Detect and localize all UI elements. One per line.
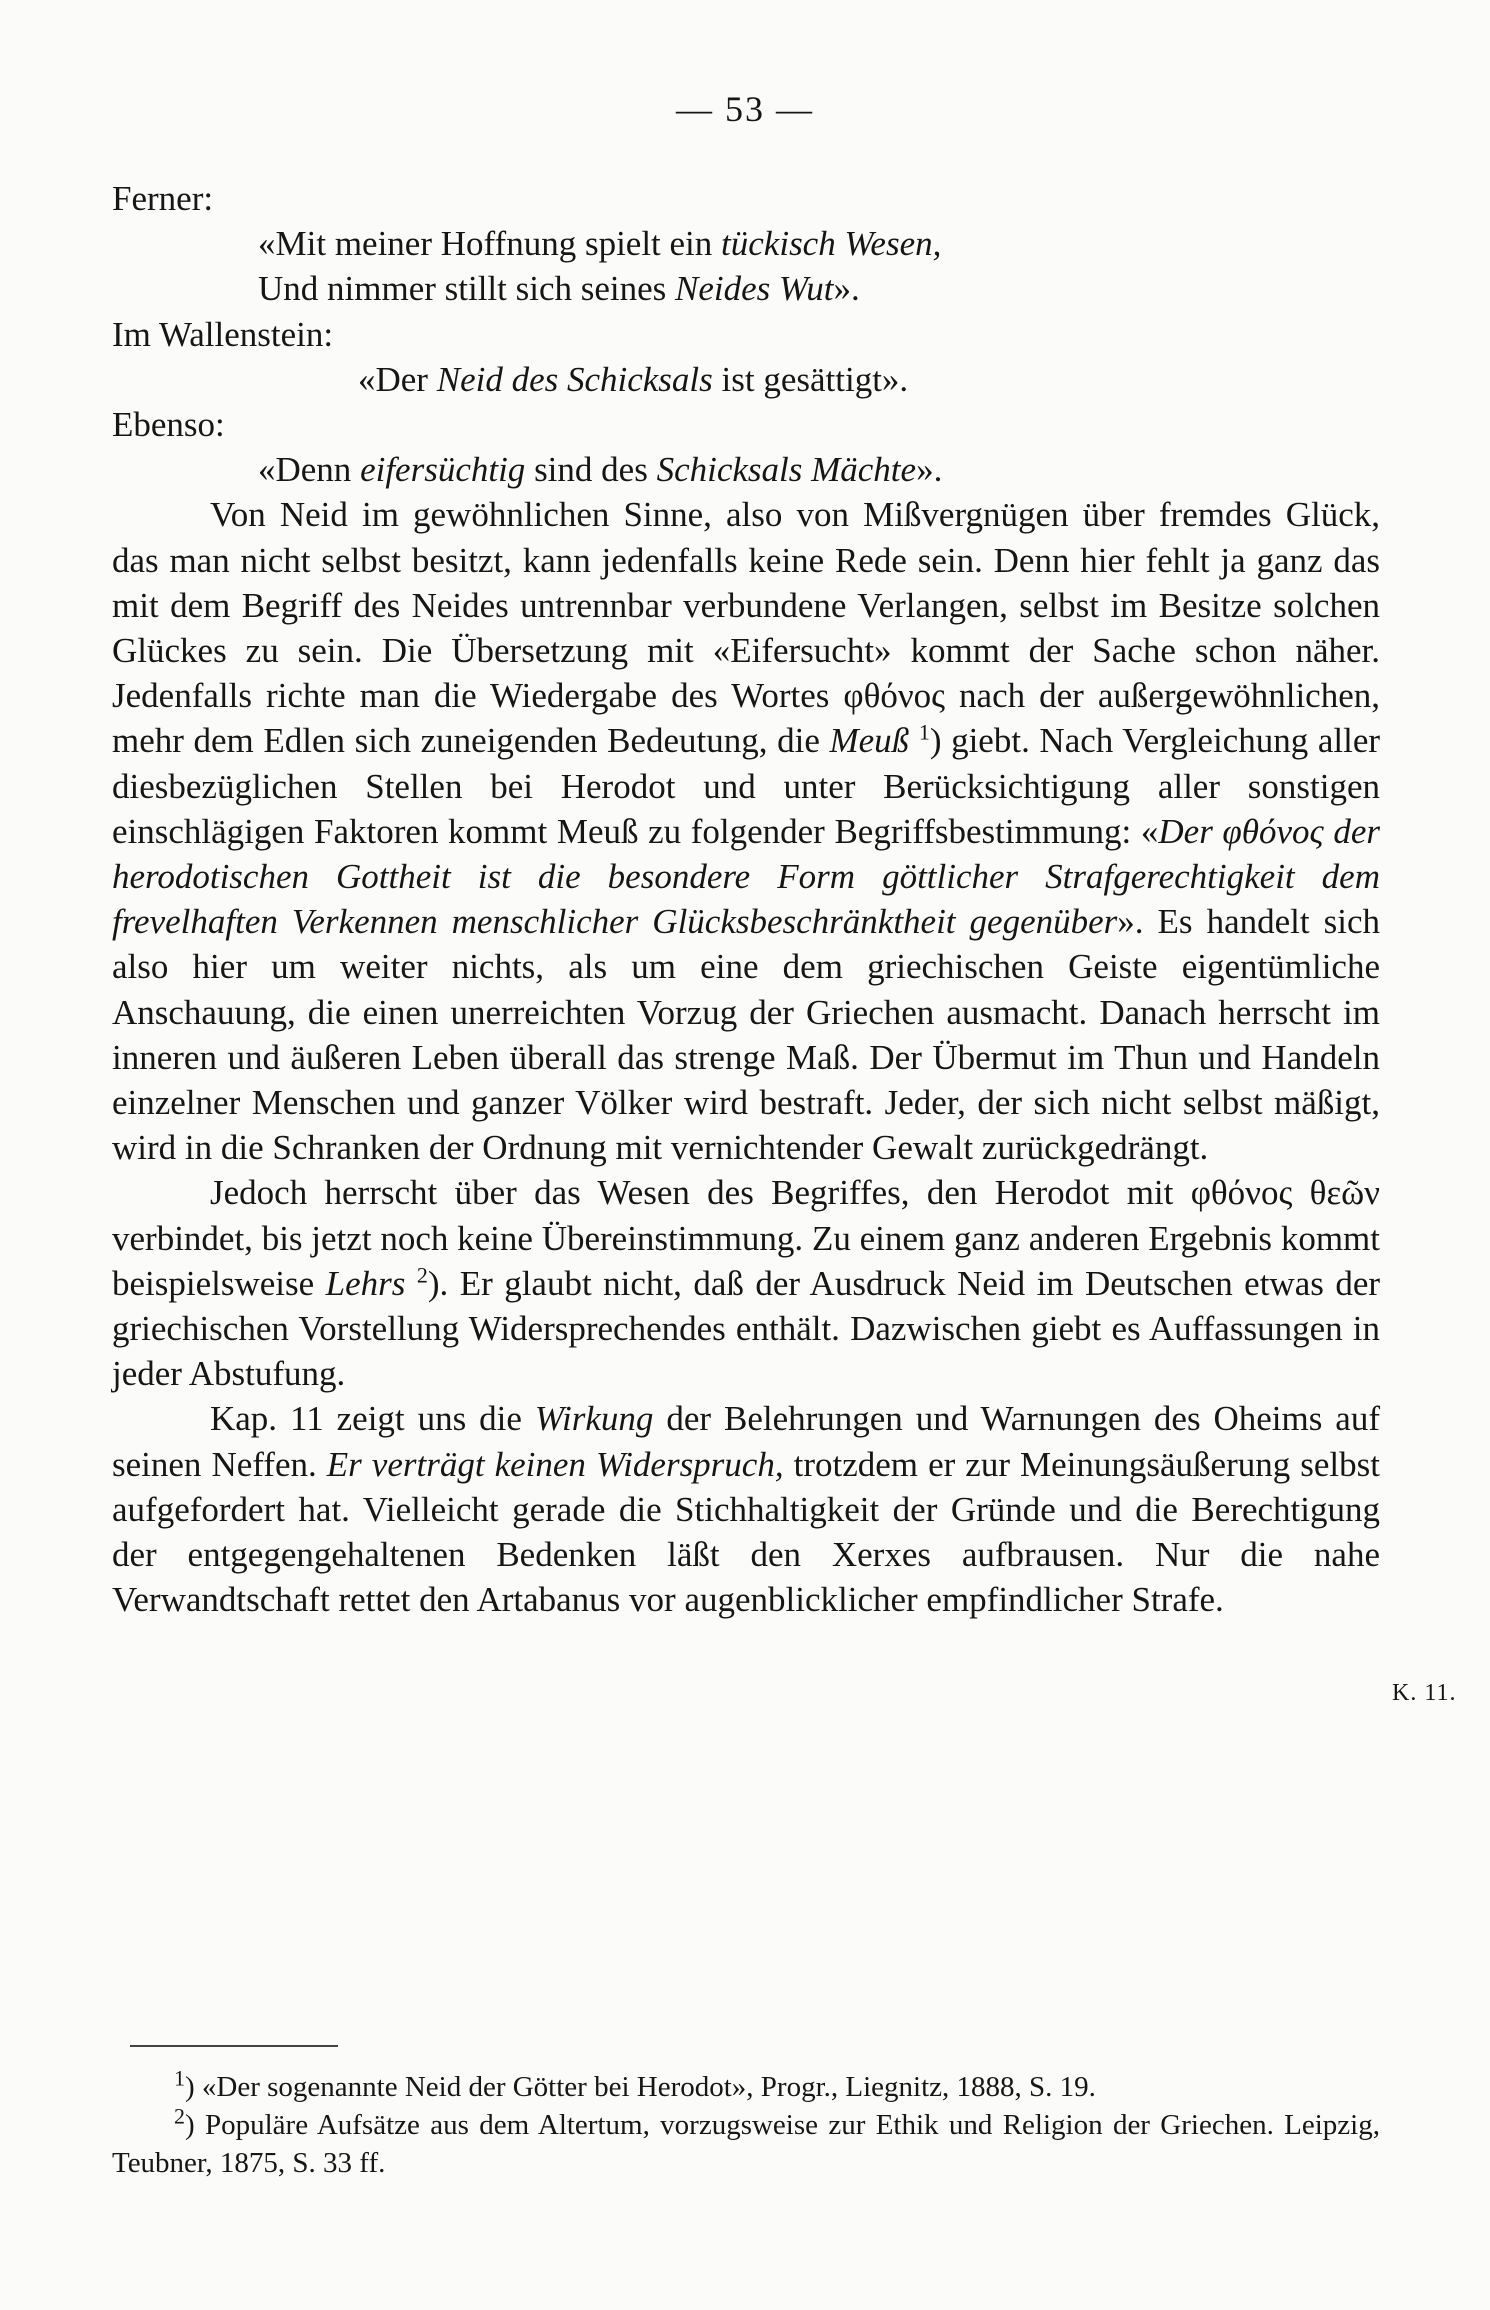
quote-3: «Denn eifersüchtig sind des Schicksals Mächte». — [258, 450, 943, 490]
paragraph-begriff: Jedoch herrscht über das Wesen des Begriffes, den Herodot mit φθόνος θεῶν verbindet, bis jetzt noch keine Übereinstimmung. Zu einem ganz anderen Ergebnis kommt beispielsweise Lehrs $^2$). Er glaubt nicht, daß der Ausdruck Neid im Deutschen etwas der griechischen Vorstellung Widersprechendes enthält. Dazwischen giebt es Auffassungen in jeder Abstufung. — [112, 1173, 1381, 1394]
footnote-ref-1: 1 — [918, 719, 930, 745]
page-number: — 53 — — [676, 89, 814, 129]
footnote-ref-2: 2 — [416, 1262, 428, 1288]
wallenstein-label: Im Wallenstein: — [112, 314, 334, 354]
margin-note-chapter: K. 11. — [1392, 1680, 1457, 1706]
footnote-2: $^2$) Populäre Aufsätze aus dem Altertum, vorzugsweise zur Ethik und Religion der Griechen. Leipzig, Teubner, 1875, S. 33 ff. — [112, 2103, 1380, 2179]
footnote-divider — [130, 2045, 338, 2047]
quote-1-line-2: Und nimmer stillt sich seines Neides Wut». — [258, 269, 860, 309]
footnotes — [112, 2065, 1380, 2182]
ebenso-label: Ebenso: — [112, 405, 225, 445]
main-text — [112, 176, 1380, 1623]
quote-1-line-1: «Mit meiner Hoffnung spielt ein tückisch Wesen, — [258, 224, 942, 264]
paragraph-neid: Von Neid im gewöhnlichen Sinne, also von Mißvergnügen über fremdes Glück, das man nicht selbst besitzt, kann jedenfalls keine Rede sein. Denn hier fehlt ja ganz das mit dem Begriff des Neides untrennbar verbundene Verlangen, selbst im Besitze solchen Glückes zu sein. Die Übersetzung mit «Eifersucht» kommt der Sache schon näher. Jedenfalls richte man die Wiedergabe des Wortes φθόνος nach der außergewöhnlichen, mehr dem Edlen sich zuneigenden Bedeutung, die Meuß $^1$) giebt. Nach Vergleichung aller diesbezüglichen Stellen bei Herodot und unter Berücksichtigung aller sonstigen einschlägigen Faktoren kommt Meuß zu folgender Begriffsbestimmung: «Der φθόνος der herodotischen Gottheit ist die besondere Form göttlicher Strafgerechtigkeit dem frevelhaften Verkennen menschlicher Glücksbeschränktheit gegenüber». Es handelt sich also hier um weiter nichts, als um eine dem griechischen Geiste eigentümliche Anschauung, die einen unerreichten Vorzug der Griechen ausmacht. Danach herrscht im inneren und äußeren Leben überall das strenge Maß. Der Übermut im Thun und Handeln einzelner Menschen und ganzer Völker wird bestraft. Jeder, der sich nicht selbst mäßigt, wird in die Schranken der Ordnung mit vernichtender Gewalt zurückgedrängt. — [112, 495, 1381, 1168]
quote-2: «Der Neid des Schicksals ist gesättigt». — [358, 359, 909, 399]
footnote-1: $^1$) «Der sogenannte Neid der Götter bei Herodot», Progr., Liegnitz, 1888, S. 19. — [174, 2065, 1096, 2103]
ferner-label: Ferner: — [112, 179, 214, 218]
paragraph-kap-11: Kap. 11 zeigt uns die Wirkung der Belehrungen und Warnungen des Oheims auf seinen Neffen. Er verträgt keinen Widerspruch, trotzdem er zur Meinungsäußerung selbst aufgefordert hat. Vielleicht gerade die Stichhaltigkeit der Gründe und die Berechtigung der entgegengehaltenen Bedenken läßt den Xerxes aufbrausen. Nur die nahe Verwandtschaft rettet den Artabanus vor augenblicklicher empfindlicher Strafe. — [112, 1399, 1380, 1620]
